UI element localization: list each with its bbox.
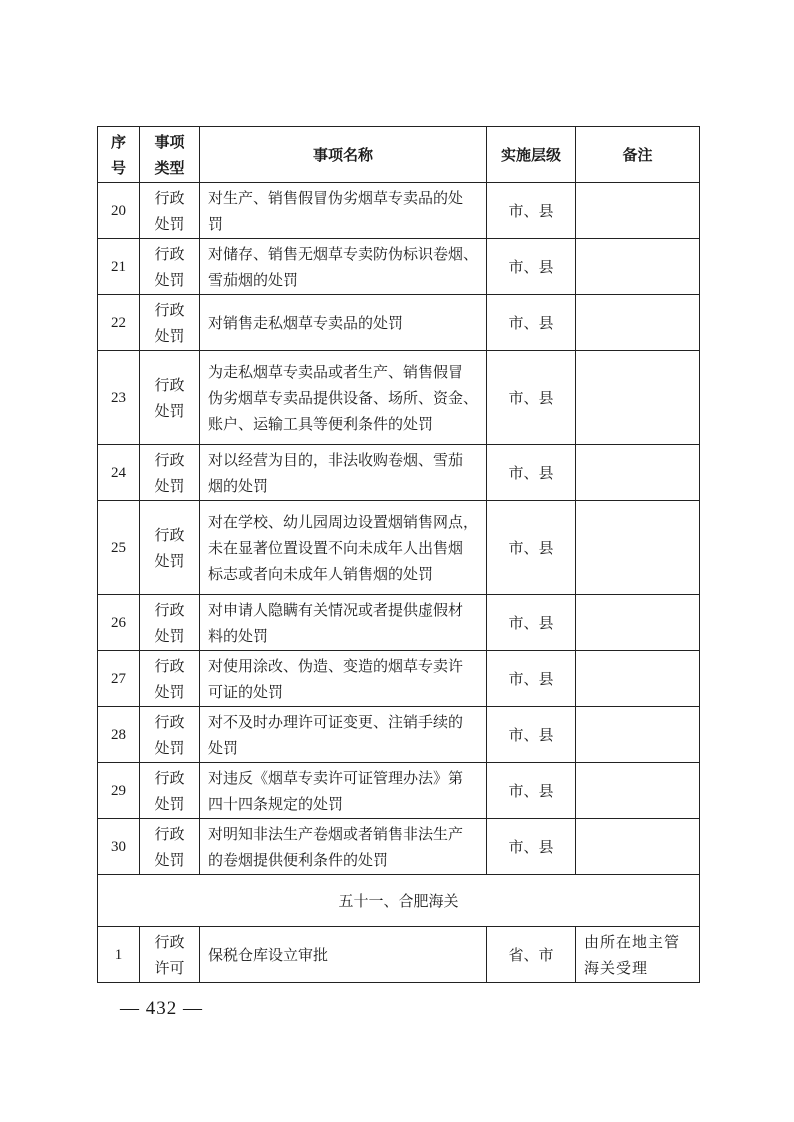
row-type: 行政 许可 [140,927,200,983]
table-body [98,183,700,875]
row-note [576,819,700,875]
row-level: 市、县 [487,707,576,763]
row-type: 行政 处罚 [140,351,200,445]
row-name: 为走私烟草专卖品或者生产、销售假冒 伪劣烟草专卖品提供设备、场所、资金、 账户、运输工具等便利条件的处罚 [200,351,487,445]
row-type: 行政 处罚 [140,183,200,239]
items-table [97,126,700,983]
row-note [576,351,700,445]
row-type: 行政 处罚 [140,239,200,295]
row-note [576,239,700,295]
table-row [98,595,700,651]
row-name: 对储存、销售无烟草专卖防伪标识卷烟、 雪茄烟的处罚 [200,239,487,295]
row-level: 市、县 [487,295,576,351]
row-name: 对使用涂改、伪造、变造的烟草专卖许 可证的处罚 [200,651,487,707]
row-note [576,707,700,763]
section-row [98,875,700,927]
row-seq: 1 [98,927,140,983]
header-note: 备注 [576,127,700,183]
table-row [98,927,700,983]
row-level: 市、县 [487,819,576,875]
table-row [98,651,700,707]
row-seq: 24 [98,445,140,501]
table-row [98,295,700,351]
row-seq: 22 [98,295,140,351]
row-level: 省、市 [487,927,576,983]
row-level: 市、县 [487,501,576,595]
row-level: 市、县 [487,763,576,819]
row-seq: 25 [98,501,140,595]
row-seq: 20 [98,183,140,239]
section-rows [98,927,700,983]
row-seq: 26 [98,595,140,651]
row-note [576,763,700,819]
row-type: 行政 处罚 [140,707,200,763]
header-level: 实施层级 [487,127,576,183]
row-name: 对销售走私烟草专卖品的处罚 [200,295,487,351]
header-seq: 序 号 [98,127,140,183]
row-seq: 28 [98,707,140,763]
row-level: 市、县 [487,351,576,445]
table-row [98,351,700,445]
row-name: 对以经营为目的，非法收购卷烟、雪茄 烟的处罚 [200,445,487,501]
section-body [98,875,700,927]
page-number: — 432 — [120,998,203,1019]
row-note [576,595,700,651]
row-type: 行政 处罚 [140,295,200,351]
row-level: 市、县 [487,595,576,651]
row-note: 由所在地主管 海关受理 [576,927,700,983]
header-type: 事项 类型 [140,127,200,183]
row-name: 对生产、销售假冒伪劣烟草专卖品的处 罚 [200,183,487,239]
row-name: 对违反《烟草专卖许可证管理办法》第 四十四条规定的处罚 [200,763,487,819]
table-row [98,239,700,295]
row-type: 行政 处罚 [140,445,200,501]
table-row [98,501,700,595]
row-note [576,501,700,595]
row-type: 行政 处罚 [140,819,200,875]
row-name: 对不及时办理许可证变更、注销手续的 处罚 [200,707,487,763]
row-seq: 27 [98,651,140,707]
section-title: 五十一、合肥海关 [98,875,700,927]
row-seq: 30 [98,819,140,875]
table-row [98,445,700,501]
row-type: 行政 处罚 [140,501,200,595]
row-note [576,183,700,239]
row-type: 行政 处罚 [140,763,200,819]
row-seq: 29 [98,763,140,819]
row-level: 市、县 [487,651,576,707]
header-name: 事项名称 [200,127,487,183]
row-seq: 23 [98,351,140,445]
row-name: 对明知非法生产卷烟或者销售非法生产 的卷烟提供便利条件的处罚 [200,819,487,875]
row-name: 对申请人隐瞒有关情况或者提供虚假材 料的处罚 [200,595,487,651]
row-type: 行政 处罚 [140,595,200,651]
table-row [98,707,700,763]
row-name: 对在学校、幼儿园周边设置烟销售网点， 未在显著位置设置不向未成年人出售烟 标志或者向未成年人销售烟的处罚 [200,501,487,595]
row-level: 市、县 [487,183,576,239]
row-seq: 21 [98,239,140,295]
row-note [576,651,700,707]
row-note [576,295,700,351]
table-header-row [98,127,700,183]
table-row [98,763,700,819]
table-row [98,819,700,875]
row-note [576,445,700,501]
row-level: 市、县 [487,445,576,501]
table-row [98,183,700,239]
row-level: 市、县 [487,239,576,295]
row-type: 行政 处罚 [140,651,200,707]
row-name: 保税仓库设立审批 [200,927,487,983]
